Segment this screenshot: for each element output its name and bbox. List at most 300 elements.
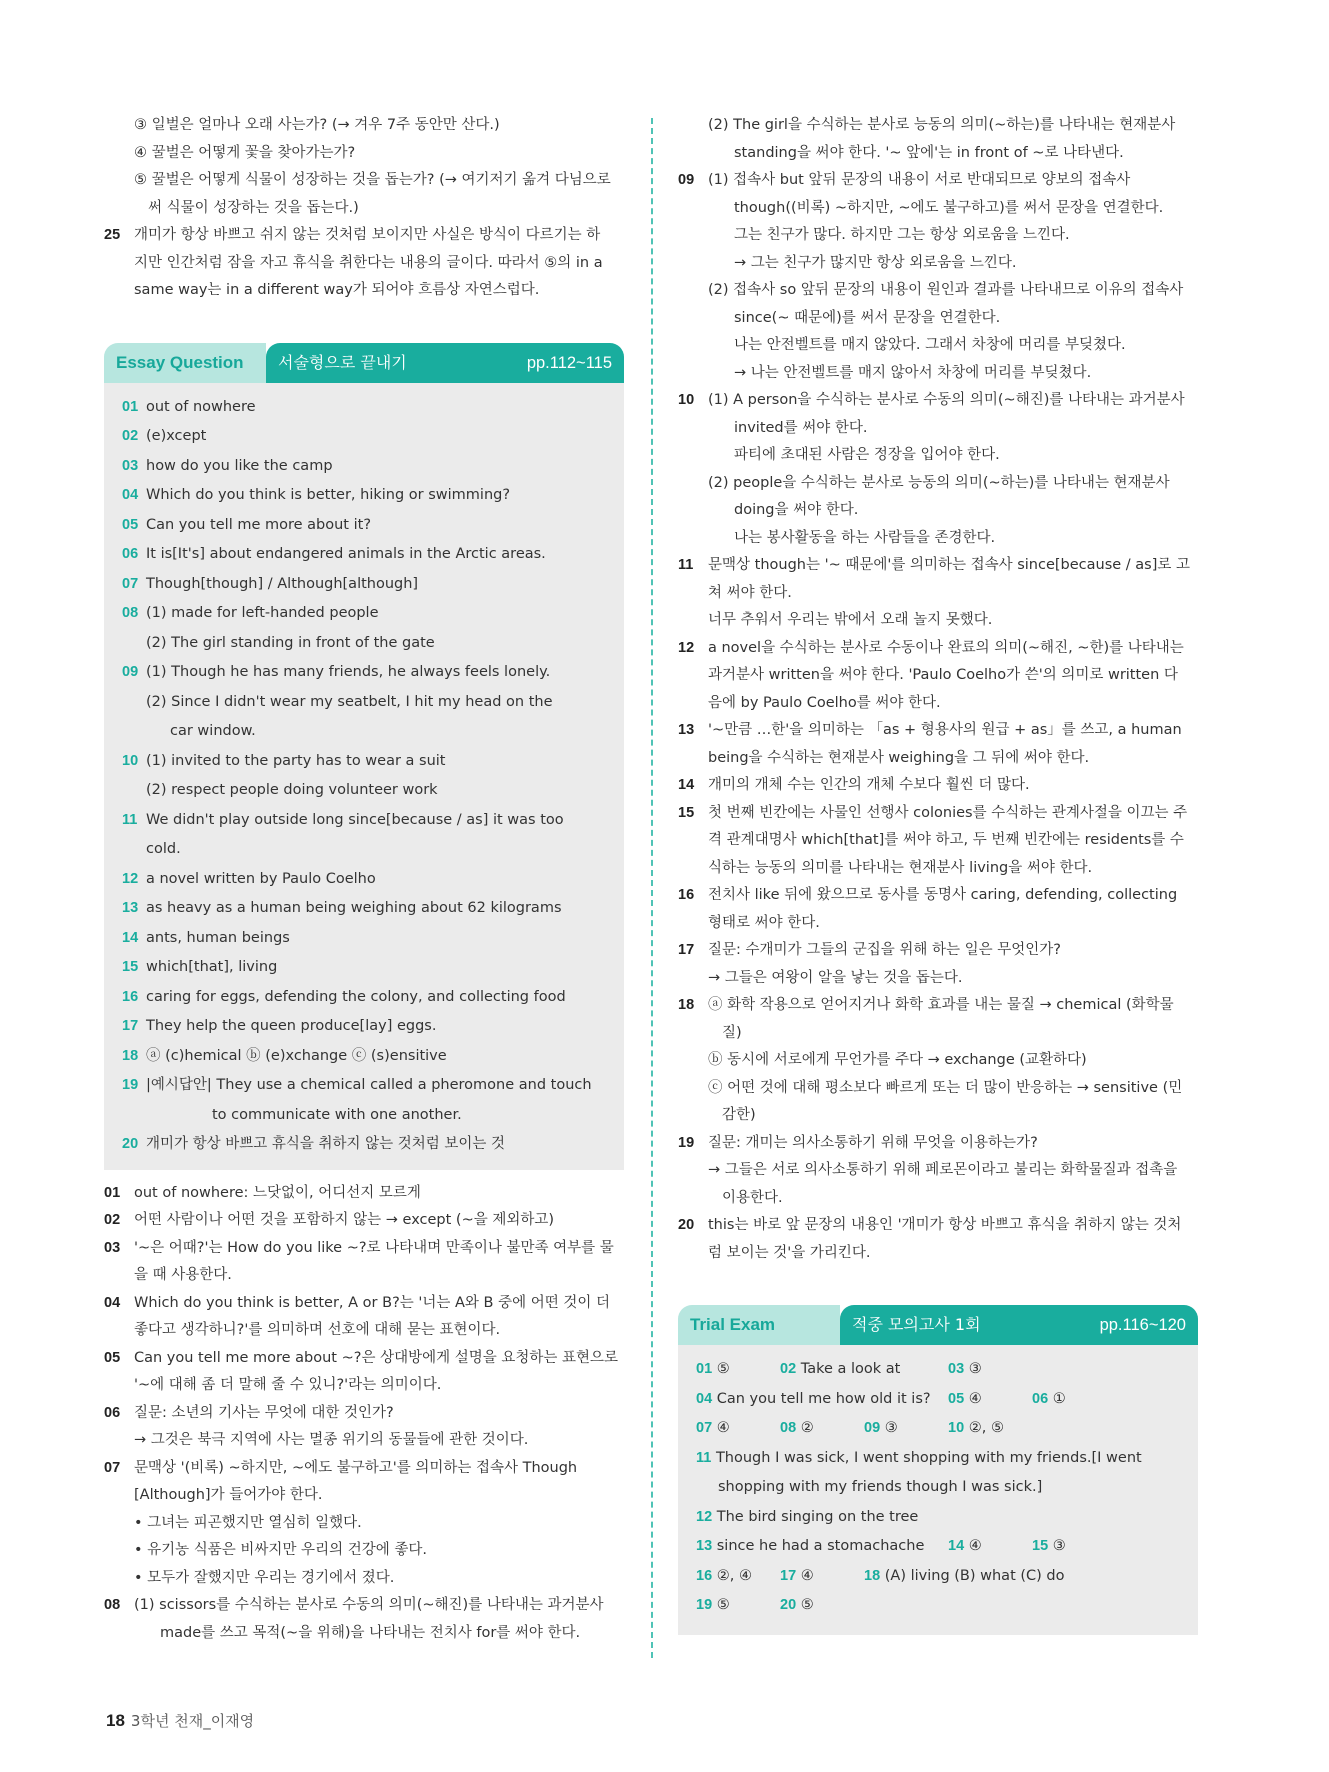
text-line bbox=[678, 690, 1198, 718]
line-text: 첫 번째 빈칸에는 사물인 선행사 colonies를 수식하는 관계사절을 이끄는 주 bbox=[708, 804, 1188, 821]
line-text: 질문: 개미는 의사소통하기 위해 무엇을 이용하는가? bbox=[708, 1134, 1038, 1151]
text-line bbox=[104, 1290, 624, 1318]
line-text: ④ 꿀벌은 어떻게 꽃을 찾아가는가? bbox=[134, 144, 356, 161]
line-text: 질) bbox=[722, 1024, 742, 1041]
answer-text: out of nowhere bbox=[146, 398, 256, 415]
text-line bbox=[104, 1565, 624, 1593]
answer-text: (2) Since I didn't wear my seatbelt, I hit my head on the bbox=[146, 693, 553, 710]
trial-answer bbox=[948, 1532, 982, 1562]
line-text: though((비록) ~하지만, ~에도 불구하고)를 써서 문장을 연결한다. bbox=[734, 199, 1164, 216]
line-text: 식하는 능동의 의미를 나타내는 현재분사 living을 써야 한다. bbox=[708, 859, 1093, 876]
text-line bbox=[104, 1482, 624, 1510]
item-number: 11 bbox=[678, 557, 694, 573]
trial-answer-row bbox=[696, 1414, 1180, 1444]
essay-answer-line bbox=[122, 806, 606, 836]
line-text: out of nowhere: 느닷없이, 어디선지 모르게 bbox=[134, 1184, 421, 1201]
question-number: 01 bbox=[696, 1361, 713, 1377]
question-number: 10 bbox=[948, 1420, 965, 1436]
text-line bbox=[678, 525, 1198, 553]
answer-text: Can you tell me how old it is? bbox=[716, 1390, 931, 1407]
item-number: 13 bbox=[678, 722, 695, 738]
essay-answer-line bbox=[122, 452, 606, 482]
text-line bbox=[104, 1207, 624, 1235]
text-line bbox=[678, 442, 1198, 470]
line-text: 그는 친구가 많다. 하지만 그는 항상 외로움을 느낀다. bbox=[734, 227, 1070, 243]
text-line bbox=[104, 1455, 624, 1483]
line-text: → 그들은 서로 의사소통하기 위해 페로몬이라고 불리는 화학물질과 접촉을 bbox=[708, 1162, 1178, 1178]
text-line bbox=[678, 1130, 1198, 1158]
answer-notes-top bbox=[104, 112, 624, 305]
answer-text: Which do you think is better, hiking or swimming? bbox=[146, 487, 511, 503]
line-text: (2) 접속사 so 앞뒤 문장의 내용이 원인과 결과를 나타내므로 이유의 접속사 bbox=[708, 282, 1184, 298]
answer-text: Can you tell me more about it? bbox=[146, 516, 372, 533]
answer-text: The bird singing on the tree bbox=[716, 1508, 919, 1525]
line-text: 격 관계대명사 which[that]를 써야 하고, 두 번째 빈칸에는 residents를 수 bbox=[708, 832, 1184, 848]
question-number: 10 bbox=[122, 752, 139, 769]
answer-text: (e)xcept bbox=[146, 428, 207, 444]
question-number: 02 bbox=[122, 428, 139, 444]
answer-text: (2) respect people doing volunteer work bbox=[146, 782, 438, 798]
page-footer bbox=[106, 1710, 254, 1731]
item-number: 10 bbox=[678, 392, 695, 408]
question-number: 07 bbox=[122, 575, 139, 592]
trial-answer bbox=[696, 1591, 730, 1621]
line-text: • 모두가 잘했지만 우리는 경기에서 졌다. bbox=[134, 1569, 395, 1586]
text-line bbox=[104, 277, 624, 305]
text-line bbox=[678, 772, 1198, 800]
line-text: (1) A person을 수식하는 분사로 수동의 의미(~해진)를 나타내는 과거분사 bbox=[708, 392, 1185, 408]
answer-text: |예시답안| They use a chemical called a pheromone and touch bbox=[146, 1077, 592, 1093]
trial-answer bbox=[718, 1473, 1042, 1503]
text-line bbox=[678, 250, 1198, 278]
answer-text: It is[It's] about endangered animals in the Arctic areas. bbox=[146, 546, 546, 562]
trial-section-header bbox=[678, 1305, 1198, 1345]
answer-text: caring for eggs, defending the colony, and collecting food bbox=[146, 988, 566, 1005]
text-line bbox=[678, 167, 1198, 195]
answer-text: Though I was sick, I went shopping with my friends.[I went bbox=[715, 1449, 1142, 1466]
question-number: 03 bbox=[948, 1361, 965, 1377]
line-text: 이용한다. bbox=[722, 1189, 783, 1206]
question-number: 17 bbox=[122, 1018, 139, 1034]
answer-text: ④ bbox=[968, 1538, 982, 1554]
answer-text: ① bbox=[1052, 1390, 1066, 1407]
essay-answer-line bbox=[122, 776, 606, 806]
answer-text: ②, ④ bbox=[716, 1567, 752, 1584]
text-line bbox=[678, 305, 1198, 333]
question-number: 04 bbox=[122, 487, 139, 503]
line-text: same way는 in a different way가 되어야 흐름상 자연스럽다. bbox=[134, 282, 540, 298]
text-line bbox=[678, 415, 1198, 443]
text-line bbox=[678, 745, 1198, 773]
answer-text: since he had a stomachache bbox=[716, 1538, 925, 1554]
answer-text: (1) invited to the party has to wear a suit bbox=[146, 752, 446, 769]
item-number: 07 bbox=[104, 1459, 121, 1476]
question-number: 18 bbox=[864, 1567, 881, 1584]
question-number: 12 bbox=[696, 1508, 713, 1525]
line-text: • 유기농 식품은 비싸지만 우리의 건강에 좋다. bbox=[134, 1542, 427, 1558]
trial-answer bbox=[696, 1385, 931, 1415]
essay-title-bar bbox=[266, 343, 624, 383]
trial-answer bbox=[864, 1562, 1065, 1592]
text-line bbox=[678, 332, 1198, 360]
item-number: 01 bbox=[104, 1184, 121, 1201]
essay-answer-line bbox=[122, 717, 606, 747]
essay-answer-line bbox=[122, 953, 606, 983]
text-line bbox=[678, 387, 1198, 415]
essay-answer-line bbox=[122, 570, 606, 600]
line-text: 과거분사 written을 써야 한다. 'Paulo Coelho가 쓴'의 의미로 written 다 bbox=[708, 667, 1178, 683]
trial-answer bbox=[1032, 1385, 1066, 1415]
question-number: 01 bbox=[122, 398, 139, 415]
line-text: • 그녀는 피곤했지만 열심히 일했다. bbox=[134, 1514, 362, 1531]
line-text: (2) The girl을 수식하는 분사로 능동의 의미(~하는)를 나타내는 현재분사 bbox=[708, 117, 1176, 133]
text-line bbox=[104, 112, 624, 140]
essay-answer-line bbox=[122, 1071, 606, 1101]
question-number: 18 bbox=[122, 1047, 139, 1064]
essay-section-header bbox=[104, 343, 624, 383]
essay-answer-line bbox=[122, 924, 606, 954]
line-text: (1) scissors를 수식하는 분사로 수동의 의미(~해진)를 나타내는 과거분사 bbox=[134, 1597, 604, 1613]
essay-answer-line bbox=[122, 393, 606, 423]
trial-answer-row bbox=[696, 1562, 1180, 1592]
line-text: invited를 써야 한다. bbox=[734, 419, 868, 436]
question-number: 20 bbox=[780, 1597, 797, 1613]
line-text: 써 식물이 성장하는 것을 돕는다.) bbox=[148, 199, 359, 216]
text-line bbox=[678, 1075, 1198, 1103]
line-text: '~은 어때?'는 How do you like ~?로 나타내며 만족이나 불만족 여부를 물 bbox=[134, 1239, 614, 1256]
trial-answer bbox=[696, 1444, 1142, 1474]
text-line bbox=[678, 1020, 1198, 1048]
line-text: 개미가 항상 바쁘고 쉬지 않는 것처럼 보이지만 사실은 방식이 다르기는 하 bbox=[134, 227, 601, 243]
question-number: 09 bbox=[864, 1420, 881, 1436]
question-number: 14 bbox=[122, 929, 139, 946]
line-text: 감한) bbox=[722, 1107, 756, 1123]
line-text: since(~ 때문에)를 써서 문장을 연결한다. bbox=[734, 309, 1001, 326]
line-text: → 그들은 여왕이 알을 낳는 것을 돕는다. bbox=[708, 969, 963, 986]
line-text: a novel을 수식하는 분사로 수동이나 완료의 의미(~해진, ~한)를 나타내는 bbox=[708, 639, 1184, 656]
text-line bbox=[678, 717, 1198, 745]
question-number: 08 bbox=[122, 605, 139, 621]
line-text: 을 때 사용한다. bbox=[134, 1267, 232, 1283]
question-number: 19 bbox=[122, 1077, 139, 1093]
question-number: 11 bbox=[696, 1449, 712, 1466]
essay-answer-line bbox=[122, 599, 606, 629]
answer-text: as heavy as a human being weighing about 62 kilograms bbox=[146, 900, 562, 916]
essay-answer-line bbox=[122, 540, 606, 570]
text-line bbox=[678, 277, 1198, 305]
question-number: 17 bbox=[780, 1567, 797, 1584]
line-text: 어떤 사람이나 어떤 것을 포함하지 않는 → except (~을 제외하고) bbox=[134, 1212, 555, 1228]
trial-answer-row bbox=[696, 1503, 1180, 1533]
text-line bbox=[678, 580, 1198, 608]
item-number: 02 bbox=[104, 1212, 121, 1228]
essay-answer-line bbox=[122, 894, 606, 924]
line-text: 개미의 개체 수는 인간의 개체 수보다 훨씬 더 많다. bbox=[708, 777, 1030, 793]
text-line bbox=[104, 1262, 624, 1290]
line-text: 너무 추워서 우리는 밖에서 오래 놀지 못했다. bbox=[708, 612, 993, 628]
question-number: 13 bbox=[696, 1538, 713, 1554]
line-text: being을 수식하는 현재분사 weighing을 그 뒤에 써야 한다. bbox=[708, 749, 1090, 766]
question-number: 02 bbox=[780, 1361, 797, 1377]
trial-title-bar bbox=[840, 1305, 1198, 1345]
question-number: 05 bbox=[122, 516, 139, 533]
trial-label: Trial Exam bbox=[678, 1305, 840, 1345]
trial-answer-row bbox=[696, 1444, 1180, 1474]
answer-text: (A) living (B) what (C) do bbox=[884, 1567, 1065, 1584]
text-line bbox=[678, 910, 1198, 938]
answer-text: ③ bbox=[968, 1361, 982, 1377]
question-number: 13 bbox=[122, 900, 139, 916]
line-text: 문맥상 though는 '~ 때문에'를 의미하는 접속사 since[because / as]로 고 bbox=[708, 557, 1191, 573]
text-line bbox=[678, 937, 1198, 965]
question-number: 20 bbox=[122, 1136, 139, 1152]
line-text: 음에 by Paulo Coelho를 써야 한다. bbox=[708, 694, 941, 711]
line-text: 쳐 써야 한다. bbox=[708, 584, 792, 601]
essay-answer-line bbox=[122, 481, 606, 511]
text-line bbox=[678, 607, 1198, 635]
answer-text: to communicate with one another. bbox=[212, 1106, 462, 1123]
question-number: 19 bbox=[696, 1597, 713, 1613]
essay-answer-line bbox=[122, 422, 606, 452]
answer-text: ⑤ bbox=[716, 1597, 730, 1613]
answer-text: ⓐ (c)hemical ⓑ (e)xchange ⓒ (s)ensitive bbox=[146, 1047, 447, 1064]
page-number: 18 bbox=[106, 1711, 125, 1730]
essay-answer-line bbox=[122, 747, 606, 777]
trial-answer bbox=[696, 1562, 752, 1592]
line-text: ③ 일벌은 얼마나 오래 사는가? (→ 겨우 7주 동안만 산다.) bbox=[134, 117, 500, 133]
essay-answer-line bbox=[122, 629, 606, 659]
text-line bbox=[104, 140, 624, 168]
question-number: 08 bbox=[780, 1420, 797, 1436]
line-text: ⓒ 어떤 것에 대해 평소보다 빠르게 또는 더 많이 반응하는 → sensitive (민 bbox=[708, 1079, 1183, 1096]
essay-explanations bbox=[104, 1180, 624, 1648]
trial-answer bbox=[780, 1562, 814, 1592]
essay-pages: pp.112~115 bbox=[526, 353, 612, 372]
item-number: 19 bbox=[678, 1134, 695, 1151]
trial-answer bbox=[696, 1355, 730, 1385]
line-text: 나는 봉사활동을 하는 사람들을 존경한다. bbox=[734, 529, 996, 546]
trial-answer bbox=[948, 1385, 982, 1415]
answer-text: ② bbox=[800, 1420, 814, 1436]
text-line bbox=[104, 195, 624, 223]
text-line bbox=[678, 1185, 1198, 1213]
line-text: 파티에 초대된 사람은 정장을 입어야 한다. bbox=[734, 447, 1000, 463]
text-line bbox=[678, 992, 1198, 1020]
line-text: ⓐ 화학 작용으로 얻어지거나 화학 효과를 내는 물질 → chemical (화학물 bbox=[708, 997, 1174, 1013]
item-number: 06 bbox=[104, 1404, 121, 1421]
line-text: ⓑ 동시에 서로에게 무언가를 주다 → exchange (교환하다) bbox=[708, 1052, 1087, 1068]
essay-answer-line bbox=[122, 1012, 606, 1042]
question-number: 15 bbox=[1032, 1538, 1049, 1554]
text-line bbox=[104, 250, 624, 278]
essay-answer-line bbox=[122, 658, 606, 688]
text-line bbox=[104, 222, 624, 250]
line-text: 형태로 써야 한다. bbox=[708, 914, 820, 931]
text-line bbox=[104, 1400, 624, 1428]
answer-text: shopping with my friends though I was sick.] bbox=[718, 1479, 1043, 1495]
item-number: 12 bbox=[678, 639, 695, 656]
question-number: 04 bbox=[696, 1390, 713, 1407]
text-line bbox=[104, 1372, 624, 1400]
text-line bbox=[104, 1180, 624, 1208]
item-number: 20 bbox=[678, 1217, 695, 1233]
answer-text: ④ bbox=[800, 1567, 814, 1584]
question-number: 12 bbox=[122, 870, 139, 887]
trial-answer-row bbox=[696, 1385, 1180, 1415]
text-line bbox=[678, 195, 1198, 223]
essay-answer-line bbox=[122, 511, 606, 541]
answer-text: ants, human beings bbox=[146, 929, 290, 946]
line-text: 전치사 like 뒤에 왔으므로 동사를 동명사 caring, defending, collecting bbox=[708, 887, 1178, 903]
text-line bbox=[678, 112, 1198, 140]
essay-answer-line bbox=[122, 1101, 606, 1131]
essay-answer-line bbox=[122, 983, 606, 1013]
trial-answer bbox=[780, 1355, 900, 1385]
essay-label: Essay Question bbox=[104, 343, 266, 383]
trial-answer bbox=[948, 1355, 982, 1385]
text-line bbox=[678, 470, 1198, 498]
question-number: 03 bbox=[122, 457, 139, 474]
item-number: 25 bbox=[104, 227, 121, 243]
text-line bbox=[678, 1212, 1198, 1240]
text-line bbox=[104, 1317, 624, 1345]
answer-text: ④ bbox=[716, 1420, 730, 1436]
question-number: 14 bbox=[948, 1538, 965, 1554]
answer-text: 개미가 항상 바쁘고 휴식을 취하지 않는 것처럼 보이는 것 bbox=[146, 1136, 506, 1152]
footer-text: 3학년 천재_이재영 bbox=[130, 1712, 255, 1730]
text-line bbox=[678, 1047, 1198, 1075]
text-line bbox=[678, 635, 1198, 663]
line-text: 럼 보이는 것'을 가리킨다. bbox=[708, 1244, 871, 1261]
trial-answer-box bbox=[678, 1345, 1198, 1635]
answer-text: ⑤ bbox=[716, 1361, 730, 1377]
line-text: made를 쓰고 목적(~을 위해)을 나타내는 전치사 for를 써야 한다. bbox=[160, 1624, 581, 1641]
trial-answer-row bbox=[696, 1591, 1180, 1621]
item-number: 05 bbox=[104, 1349, 121, 1366]
item-number: 04 bbox=[104, 1294, 121, 1311]
line-text: → 그것은 북극 지역에 사는 멸종 위기의 동물들에 관한 것이다. bbox=[134, 1432, 529, 1448]
line-text: 문맥상 '(비록) ~하지만, ~에도 불구하고'를 의미하는 접속사 Though bbox=[134, 1459, 578, 1476]
answer-text: They help the queen produce[lay] eggs. bbox=[146, 1018, 437, 1034]
line-text: Can you tell me more about ~?은 상대방에게 설명을 요청하는 표현으로 bbox=[134, 1349, 619, 1366]
line-text: 질문: 수개미가 그들의 군집을 위해 하는 일은 무엇인가? bbox=[708, 942, 1061, 958]
line-text: ⑤ 꿀벌은 어떻게 식물이 성장하는 것을 돕는가? (→ 여기저기 옮겨 다님으로 bbox=[134, 172, 611, 188]
text-line bbox=[678, 662, 1198, 690]
answer-text: ④ bbox=[968, 1390, 982, 1407]
question-number: 16 bbox=[696, 1567, 713, 1584]
item-number: 15 bbox=[678, 804, 695, 821]
explanations-continued bbox=[678, 112, 1198, 1267]
question-number: 07 bbox=[696, 1420, 713, 1436]
text-line bbox=[678, 552, 1198, 580]
trial-title: 적중 모의고사 1회 bbox=[852, 1315, 981, 1334]
answer-text: ③ bbox=[1052, 1538, 1066, 1554]
answer-text: ②, ⑤ bbox=[968, 1420, 1004, 1436]
answer-text: car window. bbox=[170, 723, 256, 739]
trial-answer-row bbox=[696, 1473, 1180, 1503]
essay-answer-line bbox=[122, 865, 606, 895]
text-line bbox=[678, 1240, 1198, 1268]
text-line bbox=[678, 222, 1198, 250]
answer-text: ③ bbox=[884, 1420, 898, 1436]
left-column bbox=[104, 112, 624, 1647]
text-line bbox=[678, 965, 1198, 993]
item-number: 18 bbox=[678, 997, 695, 1013]
text-line bbox=[678, 882, 1198, 910]
item-number: 14 bbox=[678, 777, 695, 793]
line-text: → 그는 친구가 많지만 항상 외로움을 느낀다. bbox=[734, 254, 1017, 271]
line-text: (2) people을 수식하는 분사로 능동의 의미(~하는)를 나타내는 현재분사 bbox=[708, 474, 1170, 491]
line-text: 지만 인간처럼 잠을 자고 휴식을 취한다는 내용의 글이다. 따라서 ⑤의 in a bbox=[134, 254, 603, 271]
text-line bbox=[104, 1510, 624, 1538]
text-line bbox=[678, 1157, 1198, 1185]
essay-answer-box bbox=[104, 383, 624, 1170]
answer-text: We didn't play outside long since[because / as] it was too bbox=[146, 811, 564, 828]
answer-text: Though[though] / Although[although] bbox=[146, 575, 419, 592]
text-line bbox=[104, 1592, 624, 1620]
line-text: 질문: 소년의 기사는 무엇에 대한 것인가? bbox=[134, 1404, 394, 1421]
line-text: '~에 대해 좀 더 말해 줄 수 있니?'라는 의미이다. bbox=[134, 1377, 442, 1393]
text-line bbox=[104, 1537, 624, 1565]
trial-answer bbox=[696, 1414, 730, 1444]
question-number: 09 bbox=[122, 664, 139, 680]
question-number: 05 bbox=[948, 1390, 965, 1407]
question-number: 15 bbox=[122, 959, 139, 975]
trial-answer bbox=[864, 1414, 898, 1444]
trial-answer bbox=[1032, 1532, 1066, 1562]
item-number: 16 bbox=[678, 887, 695, 903]
text-line bbox=[678, 1102, 1198, 1130]
answer-text: a novel written by Paulo Coelho bbox=[146, 870, 376, 887]
essay-answer-line bbox=[122, 1042, 606, 1072]
answer-text: Take a look at bbox=[800, 1361, 901, 1377]
line-text: Which do you think is better, A or B?는 '너는 A와 B 중에 어떤 것이 더 bbox=[134, 1294, 610, 1311]
answer-text: (2) The girl standing in front of the gate bbox=[146, 634, 435, 651]
item-number: 03 bbox=[104, 1239, 121, 1256]
answer-text: which[that], living bbox=[146, 959, 278, 975]
line-text: 좋다고 생각하니?'를 의미하며 선호에 대해 묻는 표현이다. bbox=[134, 1322, 501, 1338]
text-line bbox=[104, 1427, 624, 1455]
essay-answer-line bbox=[122, 835, 606, 865]
column-divider bbox=[651, 118, 653, 1658]
line-text: '~만큼 …한'을 의미하는 「as + 형용사의 원급 + as」를 쓰고, a human bbox=[708, 722, 1182, 738]
text-line bbox=[678, 855, 1198, 883]
answer-text: ⑤ bbox=[800, 1597, 814, 1613]
line-text: standing을 써야 한다. '~ 앞에'는 in front of ~로 나타낸다. bbox=[734, 144, 1124, 161]
item-number: 17 bbox=[678, 942, 695, 958]
trial-pages: pp.116~120 bbox=[1099, 1316, 1186, 1334]
text-line bbox=[678, 827, 1198, 855]
trial-answer-row bbox=[696, 1355, 1180, 1385]
question-number: 16 bbox=[122, 988, 139, 1005]
text-line bbox=[678, 140, 1198, 168]
line-text: → 나는 안전벨트를 매지 않아서 차창에 머리를 부딪쳤다. bbox=[734, 364, 1092, 381]
trial-answer bbox=[696, 1532, 924, 1562]
trial-answer-row bbox=[696, 1532, 1180, 1562]
line-text: [Although]가 들어가야 한다. bbox=[134, 1487, 323, 1503]
text-line bbox=[104, 1235, 624, 1263]
text-line bbox=[678, 497, 1198, 525]
text-line bbox=[678, 360, 1198, 388]
text-line bbox=[104, 167, 624, 195]
answer-text: cold. bbox=[146, 841, 181, 857]
right-column bbox=[678, 112, 1198, 1635]
question-number: 11 bbox=[122, 811, 138, 828]
question-number: 06 bbox=[1032, 1390, 1049, 1407]
essay-answer-line bbox=[122, 1130, 606, 1160]
line-text: 나는 안전벨트를 매지 않았다. 그래서 차창에 머리를 부딪쳤다. bbox=[734, 337, 1126, 353]
trial-answer bbox=[780, 1591, 814, 1621]
